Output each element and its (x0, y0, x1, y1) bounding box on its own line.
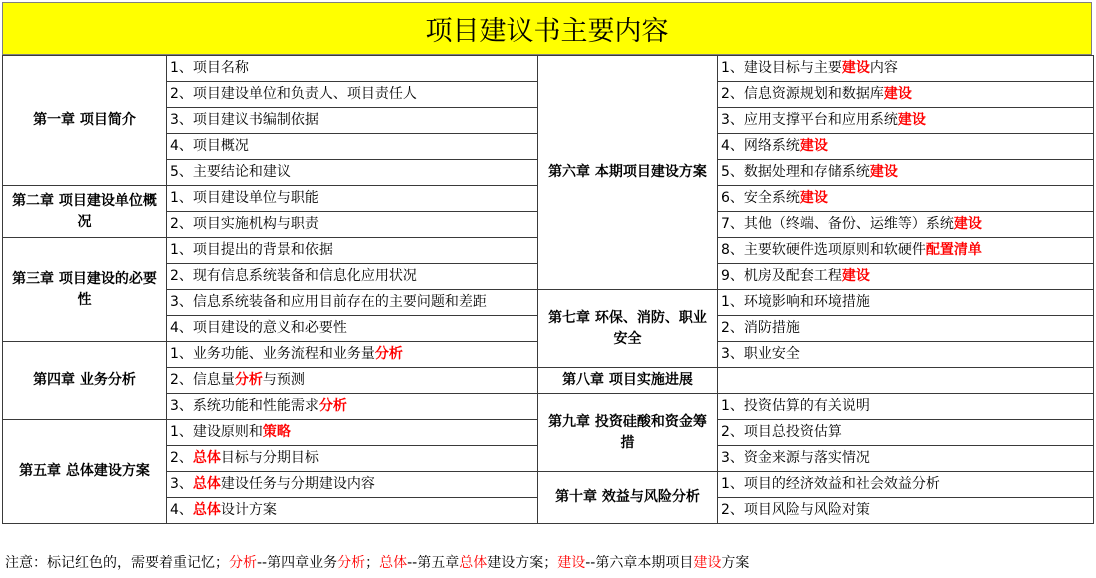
item-text: 1、投资估算的有关说明 (721, 398, 870, 414)
note-text: --第四章业务 (257, 555, 338, 571)
item-text: 3、职业安全 (721, 346, 800, 362)
item-text: 设计方案 (220, 502, 277, 518)
item-text: 2、项目总投资估算 (721, 424, 842, 440)
highlight-keyword: 分析 (337, 555, 366, 571)
item-text: 1、项目提出的背景和依据 (170, 242, 333, 258)
section-item (718, 472, 1094, 498)
chapter-heading: 第五章 总体建设方案 (3, 420, 167, 524)
section-item (718, 498, 1094, 524)
item-text: 5、主要结论和建议 (170, 164, 291, 180)
chapter-heading: 第三章 项目建设的必要性 (3, 238, 167, 342)
item-text: 3、 (170, 476, 193, 492)
chapter-heading: 第七章 环保、消防、职业安全 (538, 290, 718, 368)
item-text: 1、业务功能、业务流程和业务量 (170, 346, 375, 362)
item-text: 2、 (170, 450, 193, 466)
item-text: 4、项目建设的意义和必要性 (170, 320, 347, 336)
spreadsheet (2, 2, 1092, 576)
note-text: --第五章 (407, 555, 460, 571)
section-item (167, 160, 538, 186)
highlight-keyword: 总体 (192, 502, 221, 518)
section-item (718, 238, 1094, 264)
item-text: 3、资金来源与落实情况 (721, 450, 870, 466)
highlight-keyword: 分析 (229, 555, 257, 571)
section-item (718, 316, 1094, 342)
item-text: 4、网络系统 (721, 138, 800, 154)
section-item (167, 238, 538, 264)
item-text: 1、项目名称 (170, 60, 249, 76)
note-text: ； (365, 555, 380, 571)
chapter-heading: 第八章 项目实施进展 (538, 368, 718, 394)
item-text: 4、项目概况 (170, 138, 249, 154)
section-item (167, 316, 538, 342)
chapter-heading: 第九章 投资硅酸和资金筹措 (538, 394, 718, 472)
item-text: 3、系统功能和性能需求 (170, 398, 319, 414)
note-text: 注意：标记红色的，需要着重记忆； (5, 555, 229, 571)
highlight-keyword: 建设 (883, 86, 912, 102)
highlight-keyword: 分析 (234, 372, 263, 388)
footnote (2, 550, 1095, 576)
table-row (3, 394, 1094, 420)
item-text: 9、机房及配套工程 (721, 268, 842, 284)
highlight-keyword: 建设 (841, 60, 870, 76)
item-text: 内容 (869, 60, 898, 76)
note-text: --第六章本期项目 (585, 555, 694, 571)
chapter-heading: 第一章 项目简介 (3, 56, 167, 186)
highlight-keyword: 配置清单 (925, 242, 982, 258)
section-item (167, 108, 538, 134)
highlight-keyword: 总体 (379, 555, 408, 571)
table-row (3, 56, 1094, 82)
item-text: 1、项目的经济效益和社会效益分析 (721, 476, 940, 492)
section-item (167, 498, 538, 524)
chapter-heading: 第十章 效益与风险分析 (538, 472, 718, 524)
section-item (167, 212, 538, 238)
section-item (718, 290, 1094, 316)
highlight-keyword: 建设 (897, 112, 926, 128)
section-item (167, 290, 538, 316)
item-text: 2、信息资源规划和数据库 (721, 86, 884, 102)
item-text: 7、其他（终端、备份、运维等）系统 (721, 216, 954, 232)
section-item (718, 368, 1094, 394)
section-item (167, 342, 538, 368)
highlight-keyword: 策略 (262, 424, 291, 440)
chapter-heading: 第六章 本期项目建设方案 (538, 56, 718, 290)
section-item (167, 394, 538, 420)
item-text: 2、项目建设单位和负责人、项目责任人 (170, 86, 417, 102)
section-item (167, 446, 538, 472)
section-item (167, 420, 538, 446)
page-title: 项目建议书主要内容 (2, 2, 1092, 55)
item-text: 1、建设目标与主要 (721, 60, 842, 76)
highlight-keyword: 总体 (192, 450, 221, 466)
section-item (167, 264, 538, 290)
item-text: 6、安全系统 (721, 190, 800, 206)
highlight-keyword: 总体 (192, 476, 221, 492)
note-text: 方案 (721, 555, 750, 571)
note-text: 建设方案； (487, 555, 558, 571)
item-text: 2、项目风险与风险对策 (721, 502, 870, 518)
section-item (718, 186, 1094, 212)
item-text: 1、建设原则和 (170, 424, 263, 440)
section-item (167, 134, 538, 160)
item-text: 5、数据处理和存储系统 (721, 164, 870, 180)
section-item (167, 472, 538, 498)
item-text: 2、项目实施机构与职责 (170, 216, 319, 232)
highlight-keyword: 建设 (799, 138, 828, 154)
section-item (718, 446, 1094, 472)
section-item (718, 160, 1094, 186)
chapter-heading: 第二章 项目建设单位概况 (3, 186, 167, 238)
highlight-keyword: 建设 (841, 268, 870, 284)
item-text: 3、应用支撑平台和应用系统 (721, 112, 898, 128)
item-text: 2、消防措施 (721, 320, 800, 336)
item-text: 1、环境影响和环境措施 (721, 294, 870, 310)
highlight-keyword: 建设 (693, 555, 722, 571)
section-item (718, 56, 1094, 82)
section-item (167, 368, 538, 394)
highlight-keyword: 建设 (799, 190, 828, 206)
table-row (3, 368, 1094, 394)
chapter-heading: 第四章 业务分析 (3, 342, 167, 420)
section-item (167, 82, 538, 108)
highlight-keyword: 建设 (557, 555, 586, 571)
section-item (718, 108, 1094, 134)
section-item (718, 82, 1094, 108)
section-item (718, 342, 1094, 368)
table-row (3, 472, 1094, 498)
section-item (718, 212, 1094, 238)
section-item (167, 186, 538, 212)
table-row (3, 290, 1094, 316)
section-item (167, 56, 538, 82)
highlight-keyword: 分析 (318, 398, 347, 414)
section-item (718, 264, 1094, 290)
highlight-keyword: 总体 (459, 555, 488, 571)
section-item (718, 394, 1094, 420)
item-text: 2、现有信息系统装备和信息化应用状况 (170, 268, 417, 284)
section-item (718, 134, 1094, 160)
item-text: 2、信息量 (170, 372, 235, 388)
item-text: 3、项目建议书编制依据 (170, 112, 319, 128)
highlight-keyword: 建设 (953, 216, 982, 232)
content-table (2, 55, 1094, 524)
item-text: 建设任务与分期建设内容 (220, 476, 375, 492)
item-text: 8、主要软硬件选项原则和软硬件 (721, 242, 926, 258)
section-item (718, 420, 1094, 446)
highlight-keyword: 分析 (374, 346, 403, 362)
item-text: 1、项目建设单位与职能 (170, 190, 319, 206)
item-text: 3、信息系统装备和应用目前存在的主要问题和差距 (170, 294, 487, 310)
highlight-keyword: 建设 (869, 164, 898, 180)
item-text: 目标与分期目标 (220, 450, 319, 466)
item-text: 与预测 (262, 372, 305, 388)
item-text: 4、 (170, 502, 193, 518)
